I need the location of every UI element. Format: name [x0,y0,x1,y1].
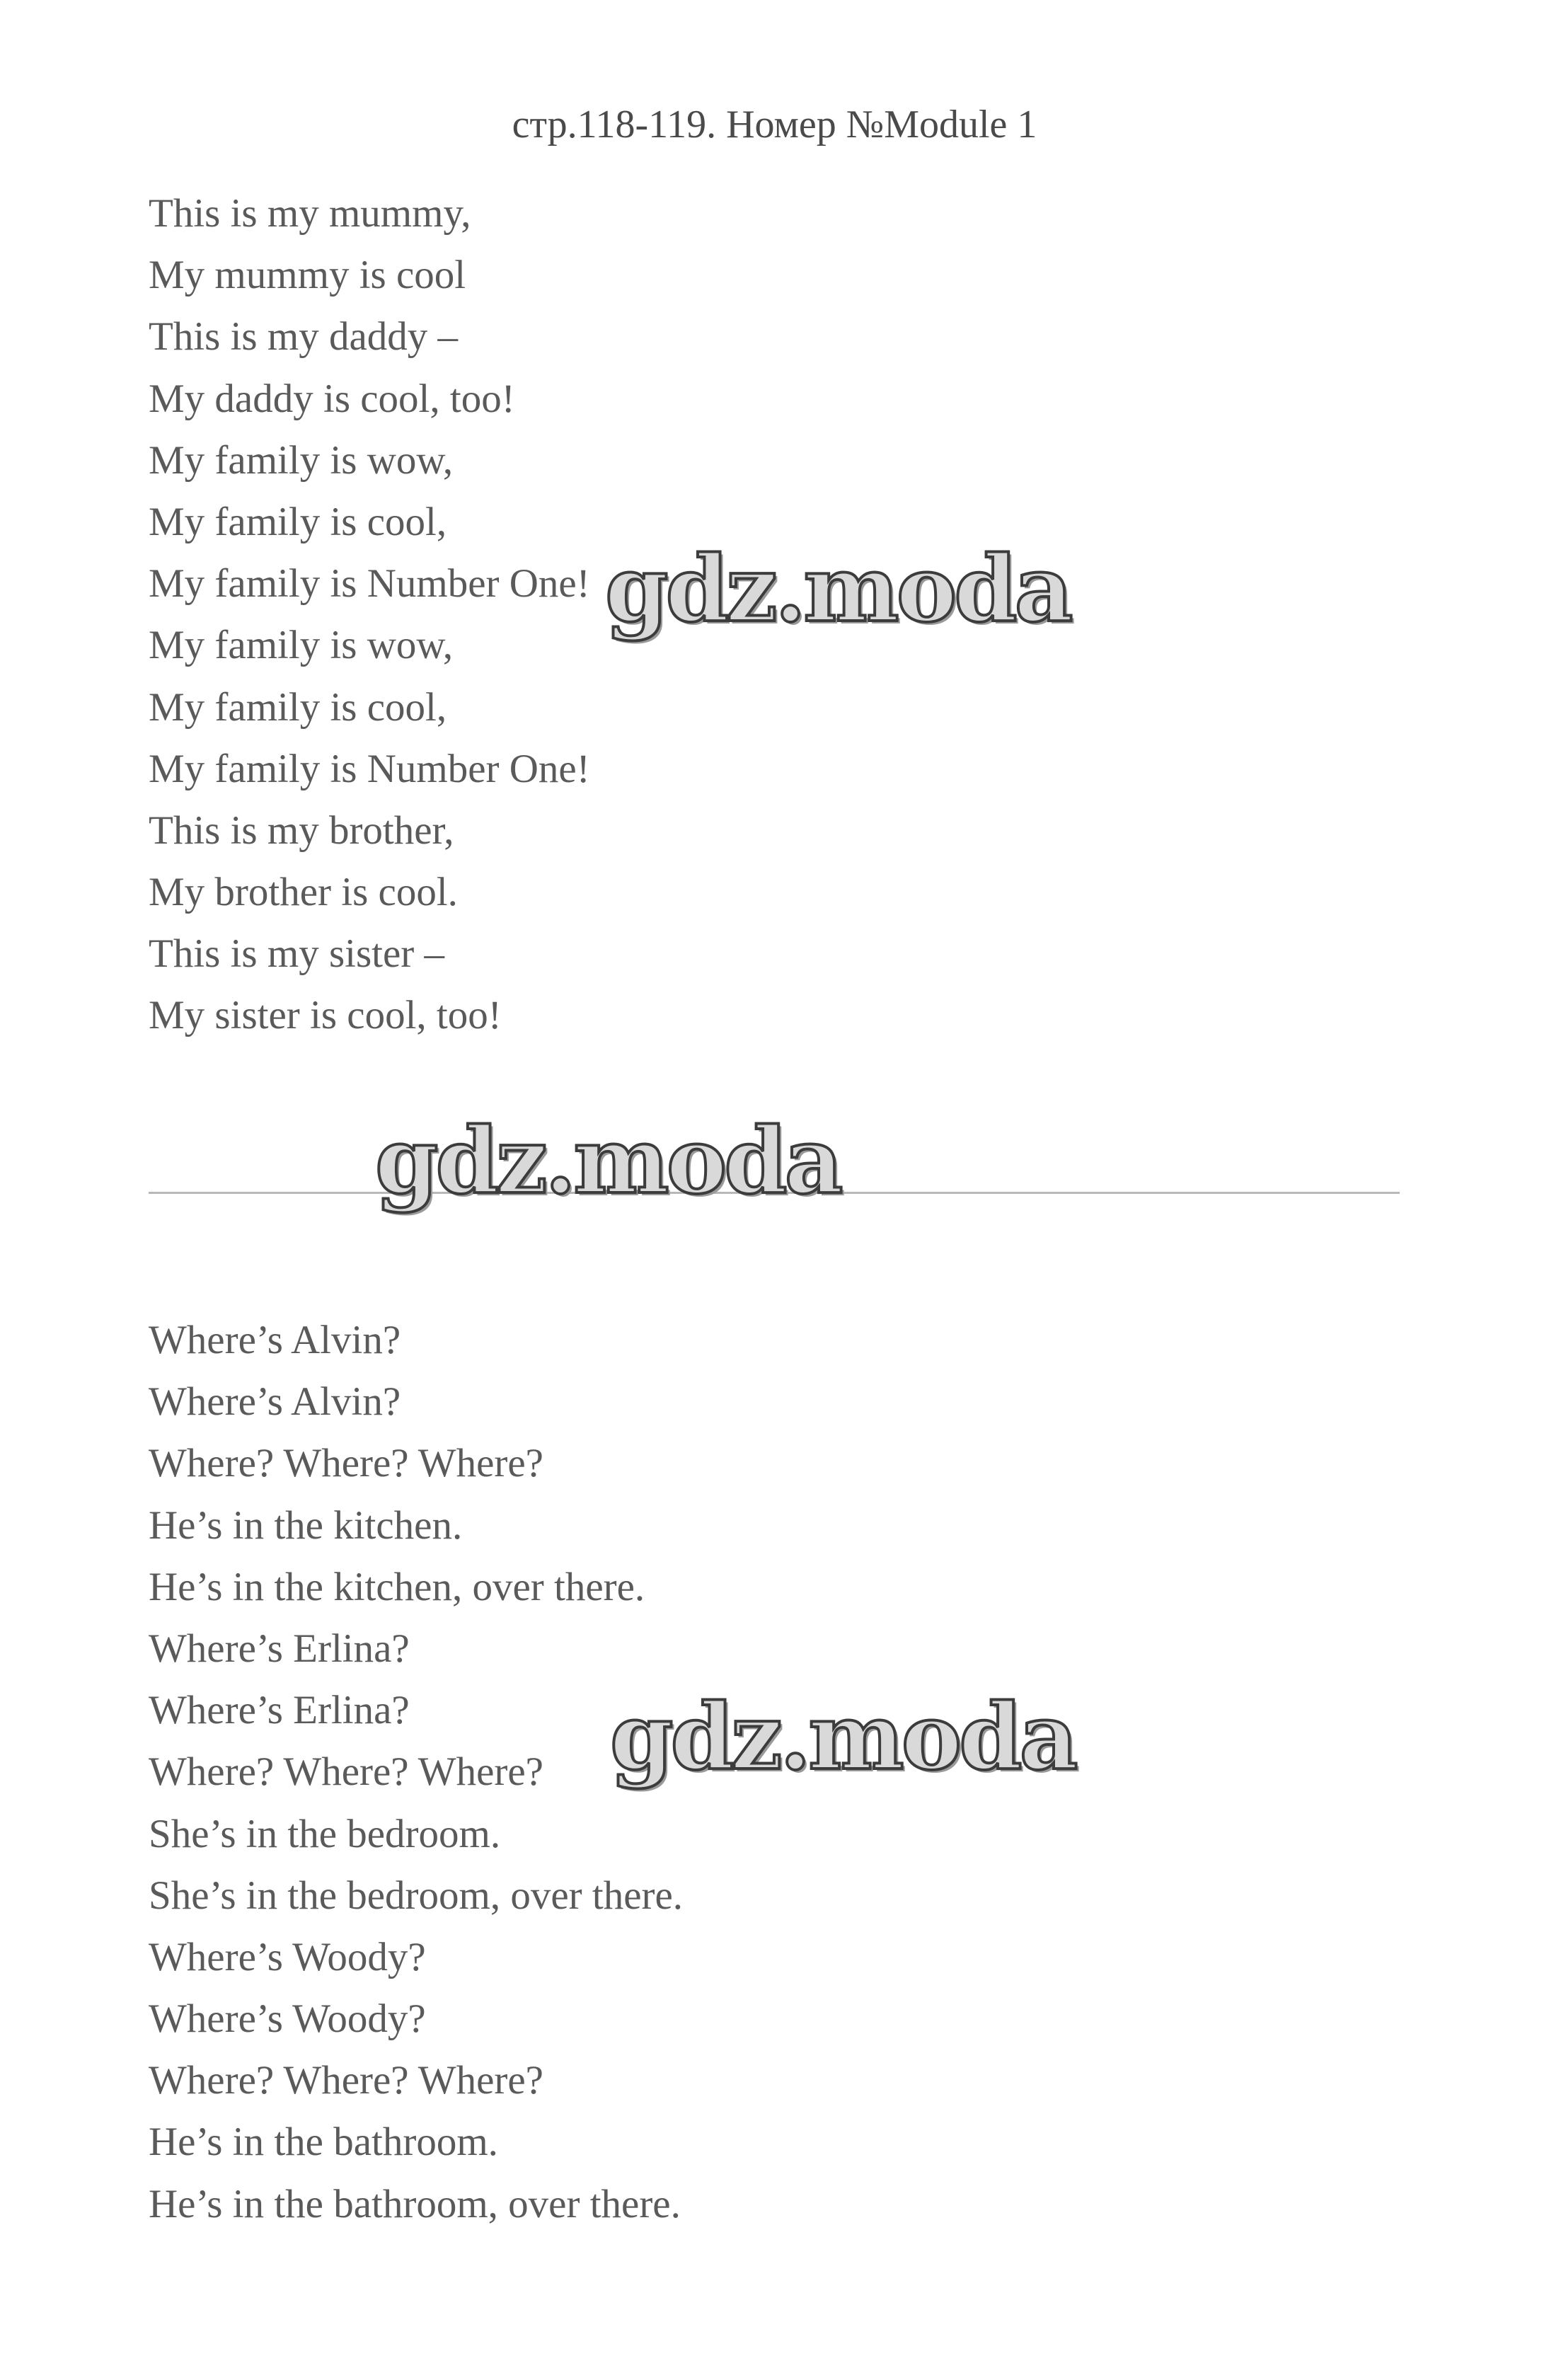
page-title: стр.118-119. Номер №Module 1 [512,103,1037,146]
watermark-logo: gdz.moda [610,1684,1076,1790]
poem-line: My family is Number One! [149,561,590,607]
poem-line: He’s in the bathroom, over there. [149,2181,681,2226]
poem-line: My family is Number One! [149,746,590,791]
poem-line: My sister is cool, too! [149,993,502,1038]
poem-line: This is my mummy, [149,191,471,236]
poem-line: Where’s Alvin? [149,1379,401,1425]
poem-line: My brother is cool. [149,870,458,915]
poem-line: Where? Where? Where? [149,1749,543,1795]
poem-line: Where? Where? Where? [149,2058,543,2103]
poem-line: My family is wow, [149,437,454,483]
poem-family [149,183,590,1047]
poem-where [149,1309,683,2235]
watermark-logo: gdz.moda [605,536,1071,643]
poem-line: Where’s Alvin? [149,1318,401,1362]
poem-line: Where’s Woody? [149,1934,426,1979]
poem-line: He’s in the kitchen, over there. [149,1564,645,1609]
poem-line: She’s in the bedroom. [149,1811,501,1856]
poem-line: My mummy is cool [149,253,466,298]
poem-line: Where’s Woody? [149,1996,426,2042]
poem-line: He’s in the bathroom. [149,2120,498,2165]
poem-line: She’s in the bedroom, over there. [149,1873,684,1918]
poem-line: My family is cool, [149,684,447,730]
watermark-logo: gdz.moda [375,1108,841,1214]
poem-line: This is my sister – [149,931,445,977]
poem-line: This is my brother, [149,807,454,853]
poem-line: Where’s Erlina? [149,1688,410,1733]
poem-line: My family is wow, [149,623,454,668]
poem-line: Where? Where? Where? [149,1441,543,1486]
poem-line: This is my daddy – [149,314,458,360]
poem-line: My daddy is cool, too! [149,376,515,421]
poem-line: My family is cool, [149,499,447,544]
poem-line: He’s in the kitchen. [149,1502,463,1548]
poem-line: Where’s Erlina? [149,1626,410,1671]
